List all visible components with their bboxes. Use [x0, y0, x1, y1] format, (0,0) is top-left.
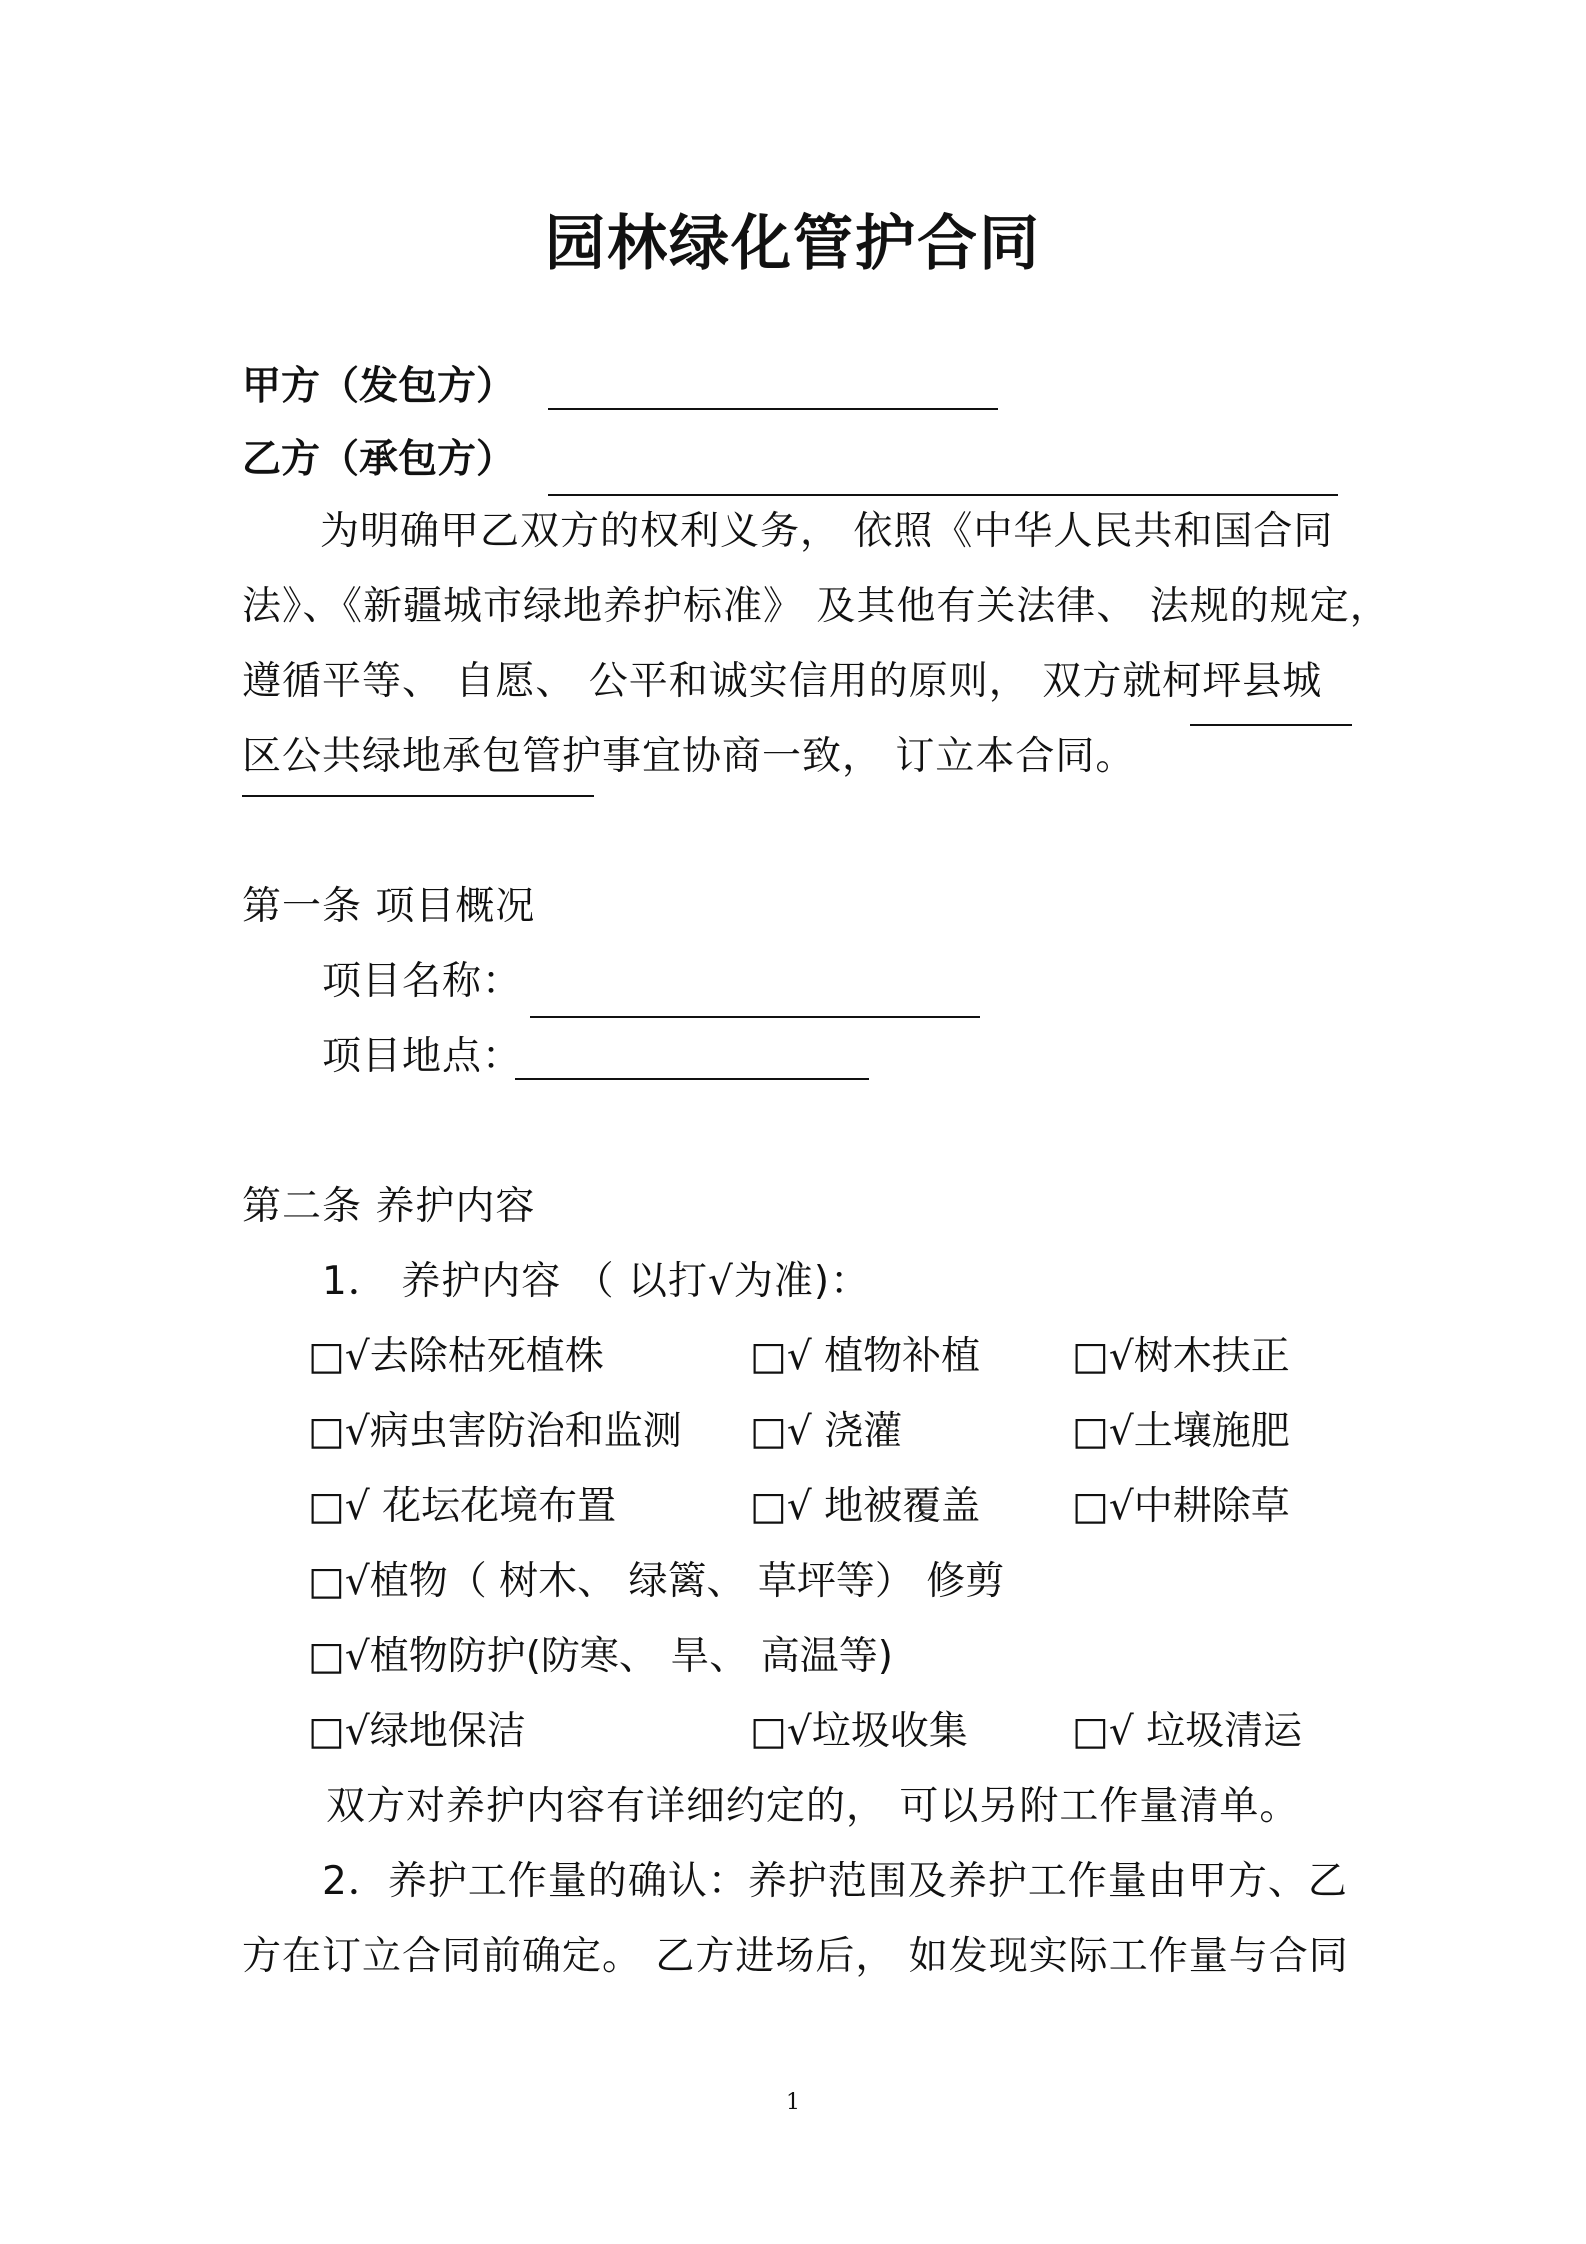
- workload-note: 双方对养护内容有详细约定的， 可以另附工作量清单。: [326, 1784, 1300, 1829]
- intro-line-4: 区公共绿地承包管护事宜协商一致， 订立本合同。: [242, 734, 1136, 779]
- checklist-item-pest-control: □√病虫害防治和监测: [308, 1409, 682, 1454]
- party-b-label: 乙方（承包方）: [242, 437, 516, 482]
- workload-confirmation-line-2: 方在订立合同前确定。 乙方进场后， 如发现实际工作量与合同: [242, 1934, 1349, 1979]
- checklist-item-fertilize: □√土壤施肥: [1072, 1409, 1290, 1454]
- party-b-blank-line: [548, 494, 1338, 496]
- project-name-blank-line: [530, 1016, 980, 1018]
- project-location-blank-line: [515, 1078, 869, 1080]
- party-a-label: 甲方（发包方）: [242, 364, 516, 409]
- intro-blank-line-1: [1190, 724, 1352, 726]
- checklist-item-flower-beds: □√ 花坛花境布置: [308, 1484, 617, 1529]
- project-location-label: 项目地点：: [322, 1034, 523, 1079]
- checklist-item-garbage-removal: □√ 垃圾清运: [1072, 1709, 1303, 1754]
- article-1-heading: 第一条 项目概况: [242, 884, 536, 929]
- intro-line-2: 法》、《新疆城市绿地养护标准》 及其他有关法律、 法规的规定，: [242, 584, 1390, 629]
- project-name-label: 项目名称：: [322, 959, 523, 1004]
- intro-line-3: 遵循平等、 自愿、 公平和诚实信用的原则， 双方就柯坪县城: [242, 659, 1323, 704]
- maintenance-content-heading: 1． 养护内容 （ 以打√为准)：: [322, 1259, 871, 1304]
- checklist-item-pruning: □√植物（ 树木、 绿篱、 草坪等） 修剪: [308, 1559, 1005, 1604]
- checklist-item-remove-dead-plants: □√去除枯死植株: [308, 1334, 604, 1379]
- document-title: 园林绿化管护合同: [545, 209, 1041, 279]
- checklist-item-irrigation: □√ 浇灌: [750, 1409, 903, 1454]
- page-number: 1: [786, 2090, 800, 2115]
- checklist-item-garbage-collection: □√垃圾收集: [750, 1709, 968, 1754]
- intro-line-1: 为明确甲乙双方的权利义务， 依照《中华人民共和国合同: [320, 509, 1334, 554]
- workload-confirmation-line-1: 2．养护工作量的确认：养护范围及养护工作量由甲方、乙: [322, 1859, 1348, 1904]
- checklist-item-plant-protection: □√植物防护(防寒、 旱、 高温等): [308, 1634, 893, 1679]
- party-a-blank-line: [548, 408, 998, 410]
- checklist-item-weeding: □√中耕除草: [1072, 1484, 1290, 1529]
- checklist-item-green-cleaning: □√绿地保洁: [308, 1709, 526, 1754]
- checklist-item-straighten-trees: □√树木扶正: [1072, 1334, 1290, 1379]
- intro-blank-line-2: [242, 795, 594, 797]
- checklist-item-replant: □√ 植物补植: [750, 1334, 981, 1379]
- article-2-heading: 第二条 养护内容: [242, 1184, 536, 1229]
- checklist-item-ground-cover: □√ 地被覆盖: [750, 1484, 981, 1529]
